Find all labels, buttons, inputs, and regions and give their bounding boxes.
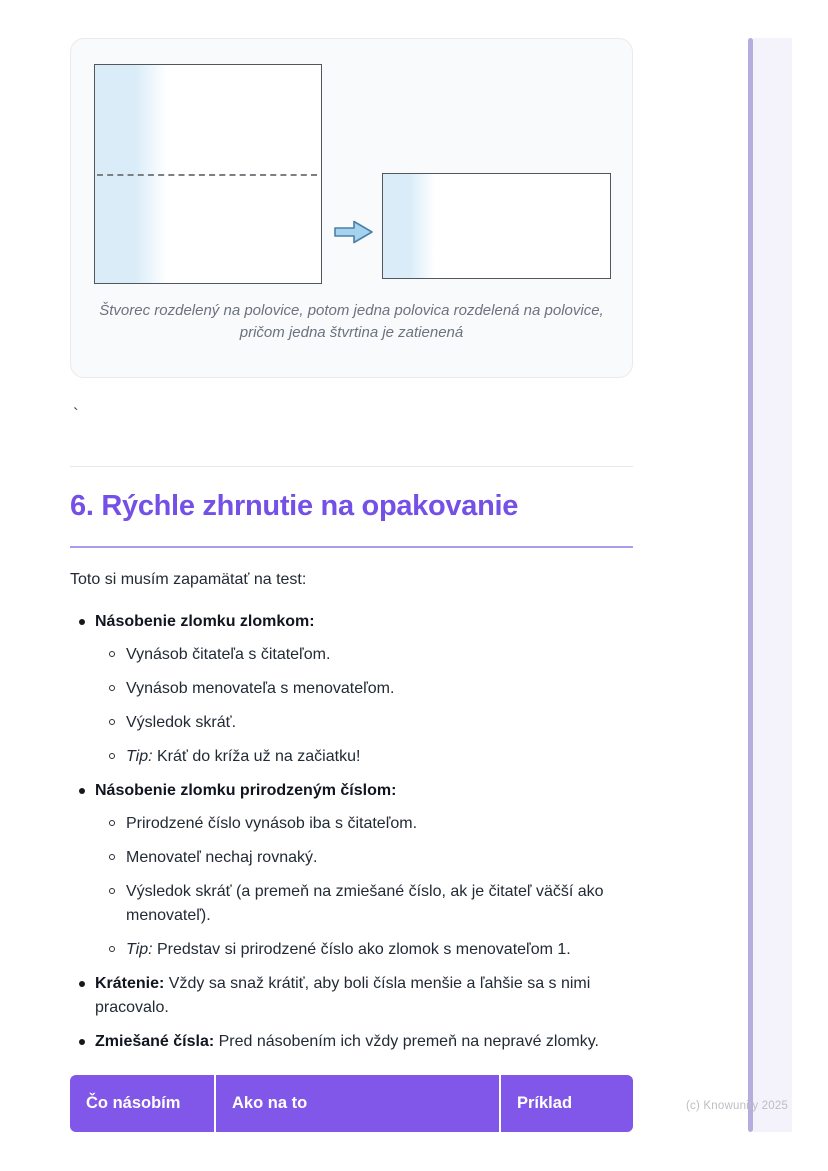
list-item-lead: Zmiešané čísla:: [95, 1033, 215, 1050]
list-item-reducing: [70, 972, 633, 1020]
sublist-item: [95, 846, 633, 870]
table-header-row: [70, 1075, 633, 1132]
half-rectangle-shape: [382, 173, 611, 279]
copyright-watermark: (c) Knowunity 2025: [686, 1100, 789, 1112]
heading-underline: [70, 546, 633, 548]
shaded-stripe: [383, 174, 435, 278]
list-item-multiply-fractions: [70, 610, 633, 769]
sublist-item-text: Výsledok skráť.: [126, 714, 237, 731]
section-divider: [70, 466, 633, 467]
table-header-example: Príklad: [501, 1075, 633, 1132]
dashed-divider-line: [97, 174, 317, 176]
section-heading: 6. Rýchle zhrnutie na opakovanie: [70, 490, 519, 522]
sublist-item-text: Výsledok skráť (a premeň na zmiešané číslo, ak je čitateľ väčší ako menovateľ).: [126, 883, 604, 924]
sublist-item: [95, 812, 633, 836]
sublist-item: [95, 745, 633, 769]
sublist-item: [95, 677, 633, 701]
intro-text: Toto si musím zapamätať na test:: [70, 571, 307, 588]
scrollbar-thumb[interactable]: [748, 38, 753, 1132]
sublist-item-text: Prirodzené číslo vynásob iba s čitateľom.: [126, 815, 418, 832]
bullet-icon: [79, 619, 85, 625]
bullet-icon: [79, 1039, 85, 1045]
sublist-item-lead: Tip:: [126, 941, 153, 958]
circle-bullet-icon: [109, 685, 115, 691]
circle-bullet-icon: [109, 719, 115, 725]
square-shape: [94, 64, 322, 284]
summary-list: [70, 610, 633, 1064]
circle-bullet-icon: [109, 888, 115, 894]
sublist-item-text: Predstav si prirodzené číslo ako zlomok s menovateľom 1.: [152, 941, 571, 958]
sublist-item: [95, 938, 633, 962]
figure-card: [70, 38, 633, 378]
list-item-text: Pred násobením ich vždy premeň na nepravé zlomky.: [214, 1033, 599, 1050]
list-item-lead: Násobenie zlomku zlomkom:: [95, 613, 315, 630]
table-header-what: Čo násobím: [70, 1075, 214, 1132]
figure-caption-line1: Štvorec rozdelený na polovice, potom jedna polovica rozdelená na polovice,: [99, 302, 604, 319]
figure-caption: [71, 300, 632, 344]
sublist-item-text: Menovateľ nechaj rovnaký.: [126, 849, 318, 866]
list-item-multiply-by-natural-number: [70, 779, 633, 962]
list-item-mixed-numbers: [70, 1030, 633, 1054]
sublist-item-lead: Tip:: [126, 748, 153, 765]
circle-bullet-icon: [109, 946, 115, 952]
list-item-text: Vždy sa snaž krátiť, aby boli čísla menšie a ľahšie sa s nimi pracovalo.: [95, 975, 591, 1016]
sublist: [95, 812, 633, 962]
sublist-item-text: Vynásob menovateľa s menovateľom.: [126, 680, 395, 697]
sublist-item-text: Kráť do kríža už na začiatku!: [152, 748, 361, 765]
list-item-lead: Krátenie:: [95, 975, 165, 992]
sublist-item: [95, 880, 633, 928]
table-header-how: Ako na to: [216, 1075, 499, 1132]
bullet-icon: [79, 981, 85, 987]
sublist-item-text: Vynásob čitateľa s čitateľom.: [126, 646, 331, 663]
circle-bullet-icon: [109, 854, 115, 860]
sublist-item: [95, 643, 633, 667]
circle-bullet-icon: [109, 753, 115, 759]
bullet-icon: [79, 788, 85, 794]
scrollbar-track: [753, 38, 792, 1132]
sublist-item: [95, 711, 633, 735]
arrow-right-icon: [333, 218, 375, 246]
sublist: [95, 643, 633, 769]
stray-backtick: `: [73, 405, 79, 424]
list-item-lead: Násobenie zlomku prirodzeným číslom:: [95, 782, 397, 799]
figure-caption-line2: pričom jedna štvrtina je zatienená: [239, 324, 464, 341]
circle-bullet-icon: [109, 651, 115, 657]
circle-bullet-icon: [109, 820, 115, 826]
